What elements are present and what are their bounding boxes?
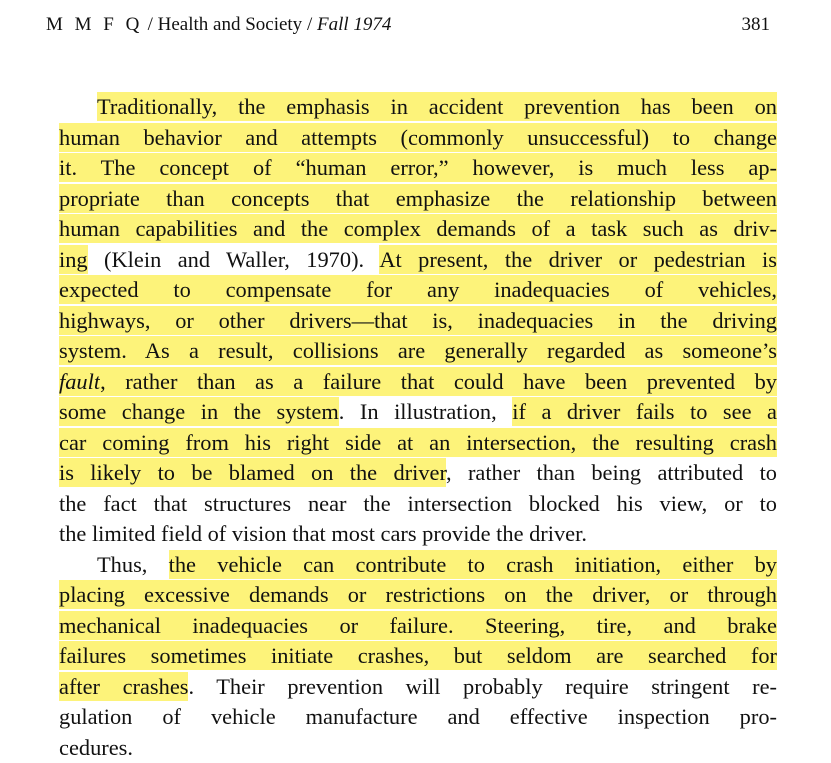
highlighted-text: the vehicle can contribute to crash initiation, either by [169, 552, 777, 577]
highlighted-text: propriate than concepts that emphasize the relationship between [59, 186, 777, 211]
highlighted-text: Traditionally, the emphasis in accident prevention has been on [97, 94, 777, 119]
text-line [59, 641, 777, 672]
highlighted-text: is likely to be blamed on the driver [59, 460, 446, 485]
highlighted-text: highways, or other drivers—that is, inadequacies in the driving [59, 308, 777, 333]
highlighted-text: system. As a result, collisions are generally regarded as someone’s [59, 338, 777, 363]
highlighted-text: , rather than as a failure that could have been prevented by [100, 369, 777, 394]
text-segment: (Klein and Waller, 1970). [88, 247, 380, 272]
text-segment: , rather than being attributed to [446, 460, 777, 485]
highlighted-text: fault [59, 369, 100, 394]
text-segment: . In illustration, [339, 399, 512, 424]
highlighted-text: human behavior and attempts (commonly unsuccessful) to change [59, 125, 777, 150]
highlighted-text: mechanical inadequacies or failure. Steering, tire, and brake [59, 613, 777, 638]
highlighted-text: car coming from his right side at an intersection, the resulting crash [59, 430, 777, 455]
text-segment: Thus, [97, 552, 169, 577]
text-line [59, 458, 777, 489]
highlighted-text: failures sometimes initiate crashes, but seldom are searched for [59, 643, 777, 668]
highlighted-text: human capabilities and the complex demands of a task such as driv- [59, 216, 777, 241]
body-text [59, 92, 777, 763]
highlighted-text: after crashes [59, 674, 188, 699]
text-line [59, 275, 777, 306]
highlighted-text: some change in the system [59, 399, 339, 424]
text-segment: the limited field of vision that most cars provide the driver. [59, 521, 587, 546]
text-line [59, 611, 777, 642]
highlighted-text: At present, the driver or pedestrian is [379, 247, 777, 272]
text-line [59, 367, 777, 398]
text-line [59, 123, 777, 154]
text-line [59, 702, 777, 733]
text-line [59, 306, 777, 337]
journal-abbrev: M M F Q [46, 14, 143, 35]
text-line [59, 580, 777, 611]
text-line [59, 397, 777, 428]
header-separator: / [302, 14, 317, 35]
text-line [59, 184, 777, 215]
text-line [59, 489, 777, 520]
highlighted-text: expected to compensate for any inadequacies of vehicles, [59, 277, 777, 302]
text-line [59, 733, 777, 763]
text-line [59, 519, 777, 550]
text-segment: the fact that structures near the intersection blocked his view, or to [59, 491, 777, 516]
highlighted-text: ing [59, 247, 88, 272]
text-line [59, 92, 777, 123]
journal-title: Health and Society [158, 14, 303, 35]
text-line [59, 153, 777, 184]
header-separator: / [143, 14, 158, 35]
text-line [59, 336, 777, 367]
highlighted-text: if a driver fails to see a [512, 399, 777, 424]
header-left [46, 12, 391, 38]
highlighted-text: placing excessive demands or restrictions on the driver, or through [59, 582, 777, 607]
text-segment: gulation of vehicle manufacture and effective inspection pro- [59, 704, 777, 729]
text-line [59, 245, 777, 276]
issue-label: Fall 1974 [317, 14, 391, 35]
running-header [46, 12, 770, 38]
text-segment: . Their prevention will probably require stringent re- [188, 674, 777, 699]
text-line [59, 428, 777, 459]
text-line [59, 672, 777, 703]
highlighted-text: it. The concept of “human error,” however, is much less ap- [59, 155, 777, 180]
page-number: 381 [742, 12, 771, 38]
text-line [59, 214, 777, 245]
text-segment: cedures. [59, 735, 133, 760]
text-line [59, 550, 777, 581]
